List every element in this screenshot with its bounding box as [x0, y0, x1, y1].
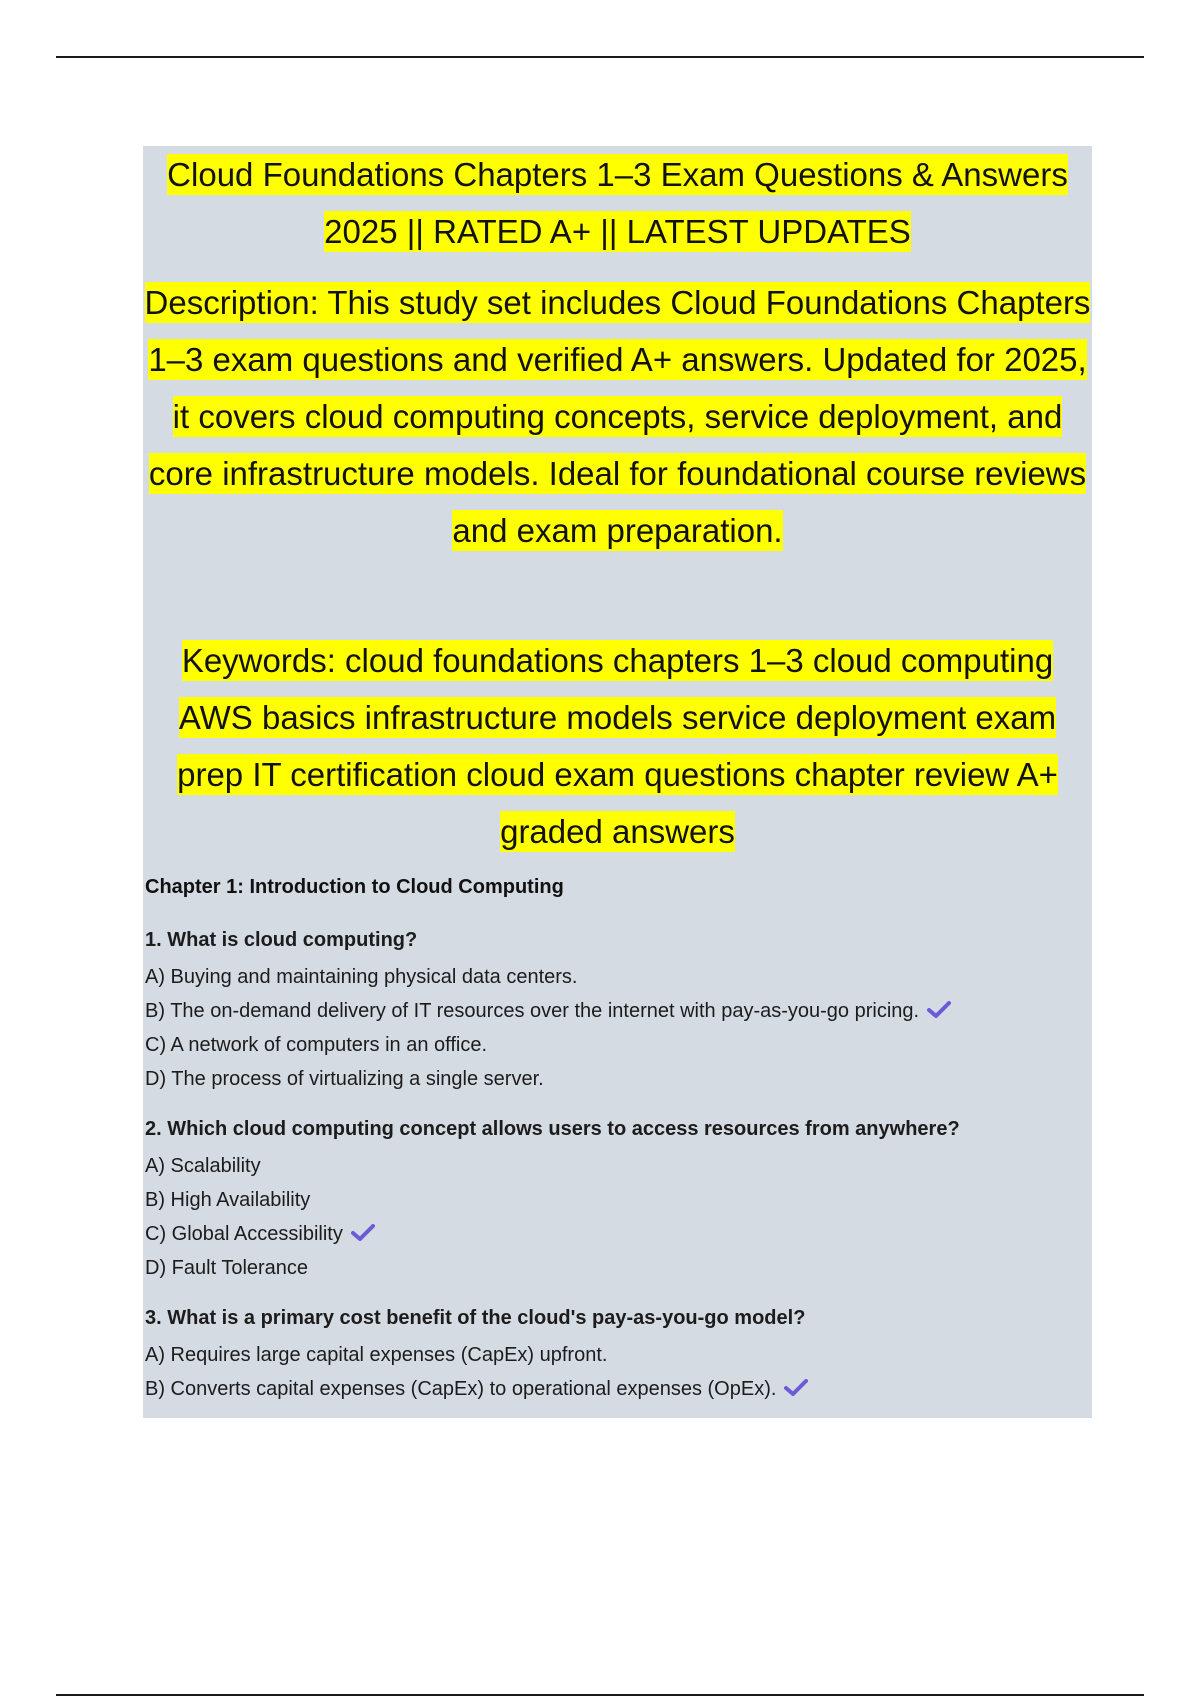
question-block	[145, 1115, 1085, 1285]
description-highlight: Description: This study set includes Cloud Foundations Chapters 1–3 exam questions and verified A+ answers. Updated for 2025, it covers cloud computing concepts, service deployment, and core infrastructure models. Ideal for foundational course reviews and exam preparation.	[144, 284, 1091, 549]
option-text: A) Scalability	[145, 1155, 261, 1177]
answer-option	[145, 1062, 1085, 1096]
option-text: D) The process of virtualizing a single server.	[145, 1068, 544, 1090]
checkmark-icon	[927, 1001, 951, 1019]
answer-option	[145, 1251, 1085, 1285]
question-text: 1. What is cloud computing?	[145, 929, 418, 951]
checkmark-icon	[351, 1224, 375, 1242]
description-paragraph	[143, 274, 1092, 559]
question-block	[145, 1304, 1085, 1406]
chapter-title: Chapter 1: Introduction to Cloud Computing	[145, 876, 564, 898]
answer-option-correct	[145, 1372, 1085, 1406]
option-text: A) Buying and maintaining physical data centers.	[145, 966, 578, 988]
answer-option-correct	[145, 994, 1085, 1028]
answer-option-correct	[145, 1217, 1085, 1251]
option-text: C) A network of computers in an office.	[145, 1034, 488, 1056]
answer-option	[145, 1183, 1085, 1217]
top-rule	[56, 56, 1144, 58]
keywords-highlight: Keywords: cloud foundations chapters 1–3 cloud computing AWS basics infrastructure models service deployment exam prep IT certification cloud exam questions chapter review A+ graded answers	[177, 642, 1058, 850]
title-highlight: Cloud Foundations Chapters 1–3 Exam Questions & Answers 2025 || RATED A+ || LATEST UPDATES	[167, 156, 1068, 250]
answer-options	[145, 1149, 1085, 1285]
question-text: 2. Which cloud computing concept allows users to access resources from anywhere?	[145, 1118, 960, 1140]
option-text: C) Global Accessibility	[145, 1223, 343, 1245]
question-text: 3. What is a primary cost benefit of the cloud's pay-as-you-go model?	[145, 1307, 806, 1329]
checkmark-icon	[784, 1379, 808, 1397]
option-text: D) Fault Tolerance	[145, 1257, 309, 1279]
keywords-paragraph	[143, 632, 1092, 860]
question-block	[145, 926, 1085, 1096]
bottom-rule	[56, 1694, 1144, 1696]
answer-option	[145, 1149, 1085, 1183]
answer-options	[145, 1338, 1085, 1406]
answer-options	[145, 960, 1085, 1096]
answer-option	[145, 1338, 1085, 1372]
option-text: B) The on-demand delivery of IT resources over the internet with pay-as-you-go pricing.	[145, 1000, 920, 1022]
document-title	[143, 146, 1092, 260]
document-panel	[143, 146, 1092, 1418]
answer-option	[145, 1028, 1085, 1062]
option-text: B) High Availability	[145, 1189, 311, 1211]
option-text: B) Converts capital expenses (CapEx) to operational expenses (OpEx).	[145, 1378, 777, 1400]
answer-option	[145, 960, 1085, 994]
option-text: A) Requires large capital expenses (CapEx) upfront.	[145, 1344, 608, 1366]
